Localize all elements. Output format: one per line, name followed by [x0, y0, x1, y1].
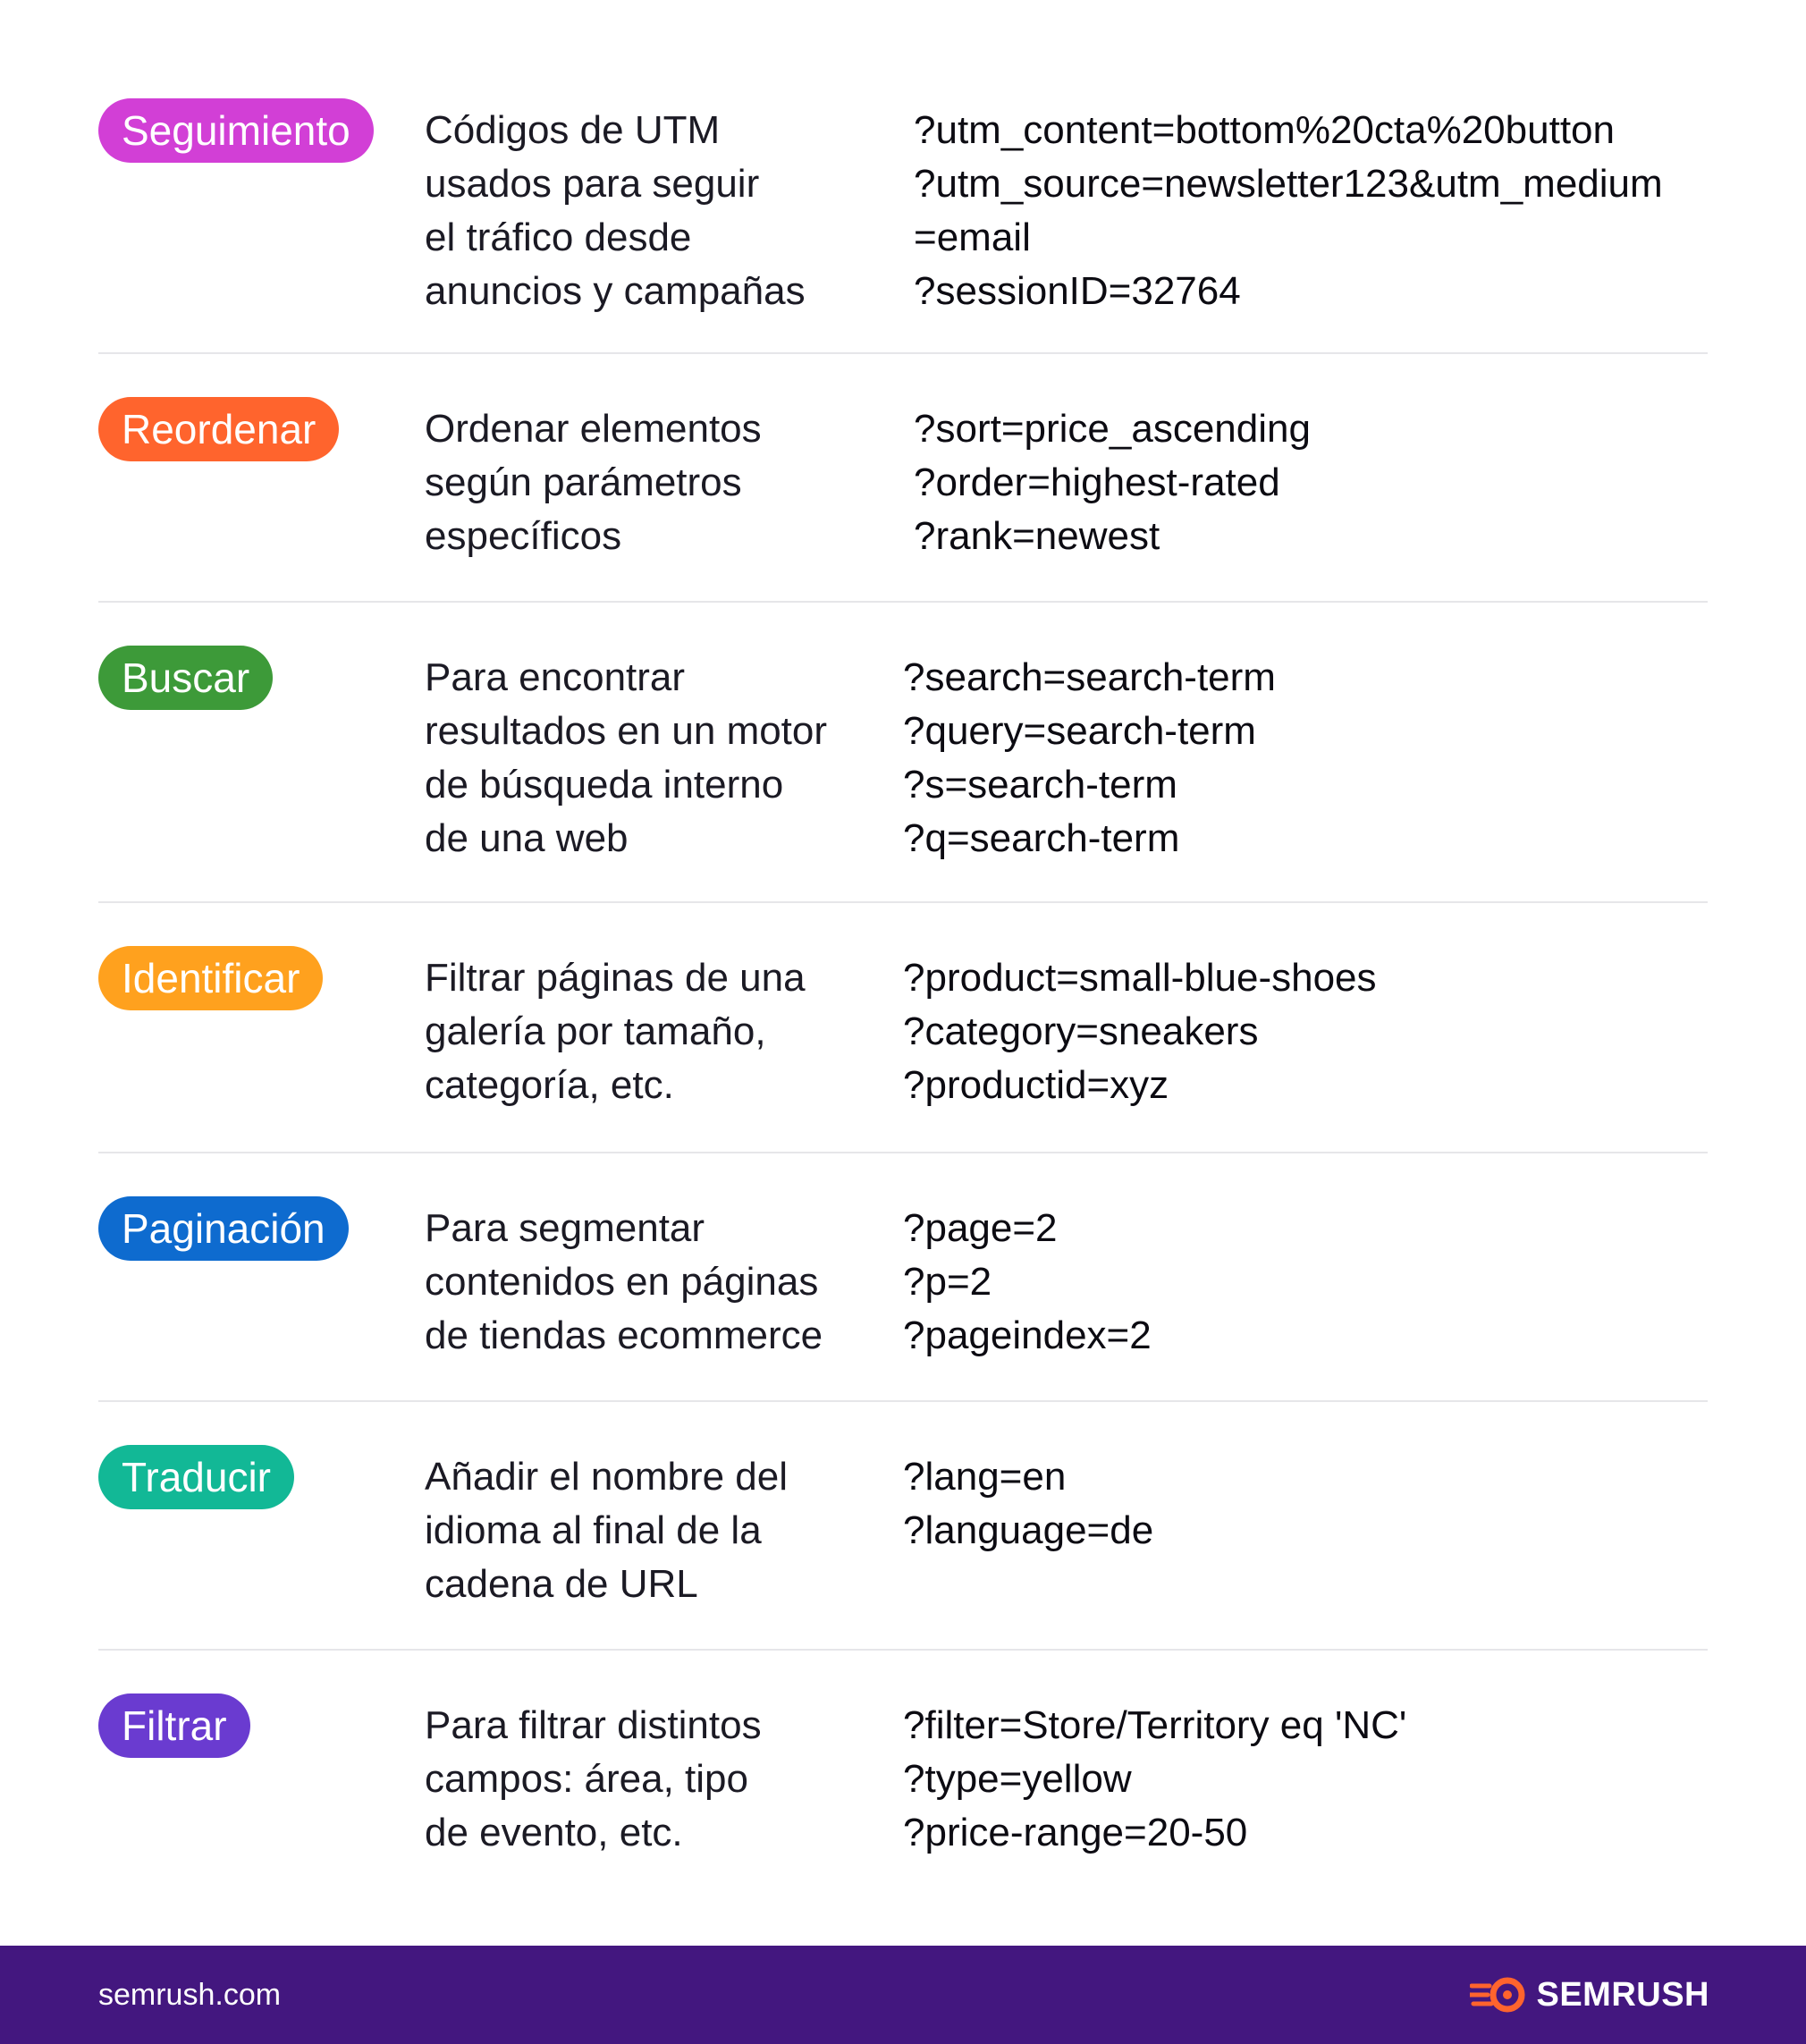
example-parameter: =email [914, 215, 1031, 259]
example-parameter: ?pageindex=2 [903, 1313, 1152, 1357]
example-parameter: ?utm_source=newsletter123&utm_medium [914, 162, 1663, 206]
brand-wordmark: SEMRUSH [1536, 1975, 1709, 2014]
description-line: de una web [425, 816, 629, 860]
example-parameter: ?productid=xyz [903, 1063, 1169, 1107]
row-description [425, 1450, 788, 1611]
row-description [425, 1699, 762, 1860]
row-examples [903, 1202, 1152, 1363]
row-description [425, 951, 806, 1112]
parameters-table [98, 98, 1708, 1892]
table-row [98, 98, 1708, 354]
description-line: Códigos de UTM [425, 108, 721, 152]
example-parameter: ?sessionID=32764 [914, 269, 1241, 313]
description-line: usados para seguir [425, 162, 760, 206]
example-parameter: ?sort=price_ascending [914, 407, 1311, 451]
table-row [98, 1153, 1708, 1402]
description-line: galería por tamaño, [425, 1009, 766, 1053]
description-line: categoría, etc. [425, 1063, 674, 1107]
description-line: idioma al final de la [425, 1508, 762, 1552]
description-line: de tiendas ecommerce [425, 1313, 823, 1357]
example-parameter: ?search=search-term [903, 655, 1276, 699]
example-parameter: ?type=yellow [903, 1757, 1132, 1801]
example-parameter: ?lang=en [903, 1455, 1067, 1499]
row-description [425, 402, 762, 563]
category-badge: Buscar [98, 646, 273, 710]
row-examples [903, 1699, 1406, 1860]
example-parameter: ?price-range=20-50 [903, 1811, 1248, 1854]
example-parameter: ?utm_content=bottom%20cta%20button [914, 108, 1615, 152]
table-row [98, 1651, 1708, 1892]
description-line: según parámetros [425, 460, 742, 504]
description-line: resultados en un motor [425, 709, 828, 753]
row-examples [914, 104, 1663, 318]
category-badge: Identificar [98, 946, 323, 1010]
example-parameter: ?page=2 [903, 1206, 1058, 1250]
table-row [98, 1402, 1708, 1651]
category-badge: Seguimiento [98, 98, 374, 163]
description-line: de búsqueda interno [425, 763, 784, 807]
row-examples [914, 402, 1311, 563]
semrush-logo [1470, 1975, 1709, 2014]
description-line: Para encontrar [425, 655, 686, 699]
category-badge: Filtrar [98, 1693, 250, 1758]
description-line: cadena de URL [425, 1562, 698, 1606]
category-badge: Paginación [98, 1196, 349, 1261]
example-parameter: ?query=search-term [903, 709, 1256, 753]
example-parameter: ?q=search-term [903, 816, 1180, 860]
category-badge: Traducir [98, 1445, 294, 1509]
row-description [425, 104, 806, 318]
example-parameter: ?rank=newest [914, 514, 1160, 558]
table-row [98, 603, 1708, 903]
row-examples [903, 651, 1276, 866]
footer [0, 1946, 1806, 2044]
description-line: de evento, etc. [425, 1811, 683, 1854]
example-parameter: ?p=2 [903, 1260, 992, 1304]
description-line: Para filtrar distintos [425, 1703, 762, 1747]
description-line: Ordenar elementos [425, 407, 762, 451]
description-line: campos: área, tipo [425, 1757, 748, 1801]
row-examples [903, 1450, 1153, 1558]
table-row [98, 354, 1708, 603]
example-parameter: ?product=small-blue-shoes [903, 956, 1377, 1000]
example-parameter: ?language=de [903, 1508, 1154, 1552]
example-parameter: ?s=search-term [903, 763, 1177, 807]
semrush-flame-icon [1470, 1977, 1527, 2013]
description-line: contenidos en páginas [425, 1260, 819, 1304]
footer-site-url: semrush.com [98, 1978, 282, 2012]
category-badge: Reordenar [98, 397, 339, 461]
example-parameter: ?order=highest-rated [914, 460, 1280, 504]
description-line: específicos [425, 514, 622, 558]
description-line: Para segmentar [425, 1206, 705, 1250]
example-parameter: ?category=sneakers [903, 1009, 1259, 1053]
description-line: el tráfico desde [425, 215, 692, 259]
row-examples [903, 951, 1377, 1112]
description-line: Añadir el nombre del [425, 1455, 789, 1499]
row-description [425, 651, 827, 866]
row-description [425, 1202, 823, 1363]
table-row [98, 903, 1708, 1153]
description-line: anuncios y campañas [425, 269, 806, 313]
description-line: Filtrar páginas de una [425, 956, 806, 1000]
example-parameter: ?filter=Store/Territory eq 'NC' [903, 1703, 1407, 1747]
